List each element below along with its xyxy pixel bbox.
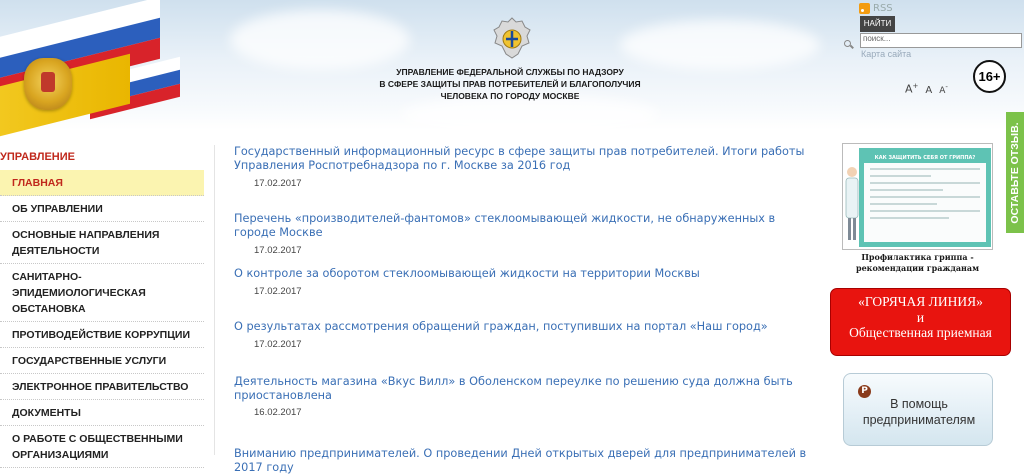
org-title-line: УПРАВЛЕНИЕ ФЕДЕРАЛЬНОЙ СЛУЖБЫ ПО НАДЗОРУ bbox=[396, 67, 624, 77]
sidebar-item-public-organizations[interactable]: О РАБОТЕ С ОБЩЕСТВЕННЫМИ ОРГАНИЗАЦИЯМИ bbox=[0, 426, 204, 468]
news-item bbox=[234, 145, 814, 194]
news-title-link[interactable]: О контроле за оборотом стеклоомывающей жидкости на территории Москвы bbox=[234, 267, 700, 280]
flu-poster-panel bbox=[859, 148, 991, 247]
news-date: 16.02.2017 bbox=[254, 407, 302, 418]
flu-prevention-poster[interactable] bbox=[842, 143, 993, 250]
news-item bbox=[234, 194, 814, 256]
font-increase-sign: + bbox=[912, 82, 919, 90]
sidebar-item-main[interactable]: ГЛАВНАЯ bbox=[0, 170, 204, 196]
sidebar-item-about[interactable]: ОБ УПРАВЛЕНИИ bbox=[0, 196, 204, 222]
flu-poster-header bbox=[864, 153, 986, 163]
news-item bbox=[234, 420, 814, 475]
search-input[interactable]: поиск... bbox=[860, 33, 1022, 48]
business-help-line: предпринимателям bbox=[862, 413, 976, 427]
organization-title bbox=[360, 66, 660, 102]
flu-poster-line bbox=[870, 168, 980, 170]
flu-poster-line bbox=[870, 217, 949, 219]
flu-poster-line bbox=[870, 203, 937, 205]
news-title-link[interactable]: Вниманию предпринимателей. О проведении Дней открытых дверей для предпринимателей в 2017 году bbox=[234, 447, 807, 474]
news-title-link[interactable]: О результатах рассмотрения обращений граждан, поступивших на портал «Наш город» bbox=[234, 320, 768, 333]
hotline-button[interactable] bbox=[830, 288, 1011, 356]
rss-label: RSS bbox=[873, 3, 893, 14]
coat-of-arms-icon bbox=[24, 58, 72, 110]
flu-poster-caption[interactable] bbox=[842, 252, 993, 274]
flu-caption-line: Профилактика гриппа - bbox=[861, 252, 974, 262]
column-divider bbox=[214, 145, 215, 455]
news-date: 17.02.2017 bbox=[254, 245, 302, 256]
news-date: 17.02.2017 bbox=[254, 286, 302, 297]
feedback-tab[interactable] bbox=[1006, 112, 1024, 233]
font-decrease-button[interactable] bbox=[939, 83, 948, 96]
flu-caption-line: рекомендации гражданам bbox=[855, 263, 980, 273]
sitemap-link[interactable]: Карта сайта bbox=[861, 49, 912, 59]
rss-link[interactable] bbox=[859, 3, 893, 14]
flu-poster-line bbox=[870, 182, 980, 184]
flu-poster-line bbox=[870, 175, 931, 177]
news-title-link[interactable]: Государственный информационный ресурс в сфере защиты прав потребителей. Итоги работы Управления Роспотребнадзора по г. Москве за 2016 год bbox=[234, 145, 805, 172]
header-cloud bbox=[620, 20, 820, 70]
hotline-line: «ГОРЯЧАЯ ЛИНИЯ» bbox=[858, 294, 983, 309]
business-help-label bbox=[844, 396, 994, 428]
flag-banner bbox=[0, 0, 200, 125]
news-list bbox=[234, 145, 814, 475]
flu-poster-heading: КАК ЗАЩИТИТЬ СЕБЯ ОТ ГРИППА? bbox=[874, 155, 976, 161]
news-item bbox=[234, 353, 814, 420]
feedback-label: ОСТАВЬТЕ ОТЗЫВ. bbox=[1009, 121, 1021, 224]
sidebar-item-anticorruption[interactable]: ПРОТИВОДЕЙСТВИЕ КОРРУПЦИИ bbox=[0, 322, 204, 348]
age-rating-badge: 16+ bbox=[973, 60, 1006, 93]
search-button[interactable]: НАЙТИ bbox=[860, 16, 895, 32]
font-increase-button[interactable] bbox=[905, 82, 918, 96]
news-item bbox=[234, 247, 814, 300]
font-increase-label: A bbox=[905, 82, 913, 96]
rss-icon bbox=[859, 3, 870, 14]
font-decrease-sign: - bbox=[945, 82, 948, 91]
news-date: 17.02.2017 bbox=[254, 178, 302, 189]
news-item bbox=[234, 300, 814, 353]
font-decrease-label: A bbox=[939, 85, 946, 96]
font-size-controls bbox=[905, 82, 948, 96]
sidebar-item-epidemiology[interactable]: САНИТАРНО-ЭПИДЕМИОЛОГИЧЕСКАЯ ОБСТАНОВКА bbox=[0, 264, 204, 322]
news-title-link[interactable]: Перечень «производителей-фантомов» стеклоомывающей жидкости, не обнаруженных в городе Москве bbox=[234, 212, 776, 239]
business-help-button[interactable] bbox=[843, 373, 993, 446]
rospotrebnadzor-logo-icon[interactable] bbox=[492, 16, 532, 60]
org-title-line: ЧЕЛОВЕКА ПО ГОРОДУ МОСКВЕ bbox=[440, 91, 580, 101]
hotline-line: и bbox=[916, 309, 925, 325]
sidebar-title: УПРАВЛЕНИЕ bbox=[0, 151, 75, 163]
site-header bbox=[0, 0, 1024, 130]
sidebar-item-directions[interactable]: ОСНОВНЫЕ НАПРАВЛЕНИЯ ДЕЯТЕЛЬНОСТИ bbox=[0, 222, 204, 264]
doctor-illustration-icon bbox=[844, 164, 860, 244]
business-help-line: В помощь bbox=[890, 397, 948, 411]
hotline-line: Общественная приемная bbox=[849, 325, 992, 340]
news-date: 17.02.2017 bbox=[254, 339, 302, 350]
news-title-link[interactable]: Деятельность магазина «Вкус Вилл» в Оболенском переулке по решению суда должна быть приостановлена bbox=[234, 375, 793, 402]
flu-poster-line bbox=[870, 189, 943, 191]
flu-poster-line bbox=[870, 196, 980, 198]
header-cloud bbox=[230, 10, 410, 70]
sidebar-item-gov-services[interactable]: ГОСУДАРСТВЕННЫЕ УСЛУГИ bbox=[0, 348, 204, 374]
search-icon bbox=[844, 40, 851, 47]
font-normal-button[interactable]: A bbox=[925, 84, 933, 96]
sidebar-item-e-government[interactable]: ЭЛЕКТРОННОЕ ПРАВИТЕЛЬСТВО bbox=[0, 374, 204, 400]
business-logo-icon: Р bbox=[858, 385, 871, 398]
flu-poster-line bbox=[870, 210, 980, 212]
org-title-line: В СФЕРЕ ЗАЩИТЫ ПРАВ ПОТРЕБИТЕЛЕЙ И БЛАГОПОЛУЧИЯ bbox=[379, 79, 641, 89]
sidebar-item-documents[interactable]: ДОКУМЕНТЫ bbox=[0, 400, 204, 426]
sidebar-menu bbox=[0, 170, 204, 468]
